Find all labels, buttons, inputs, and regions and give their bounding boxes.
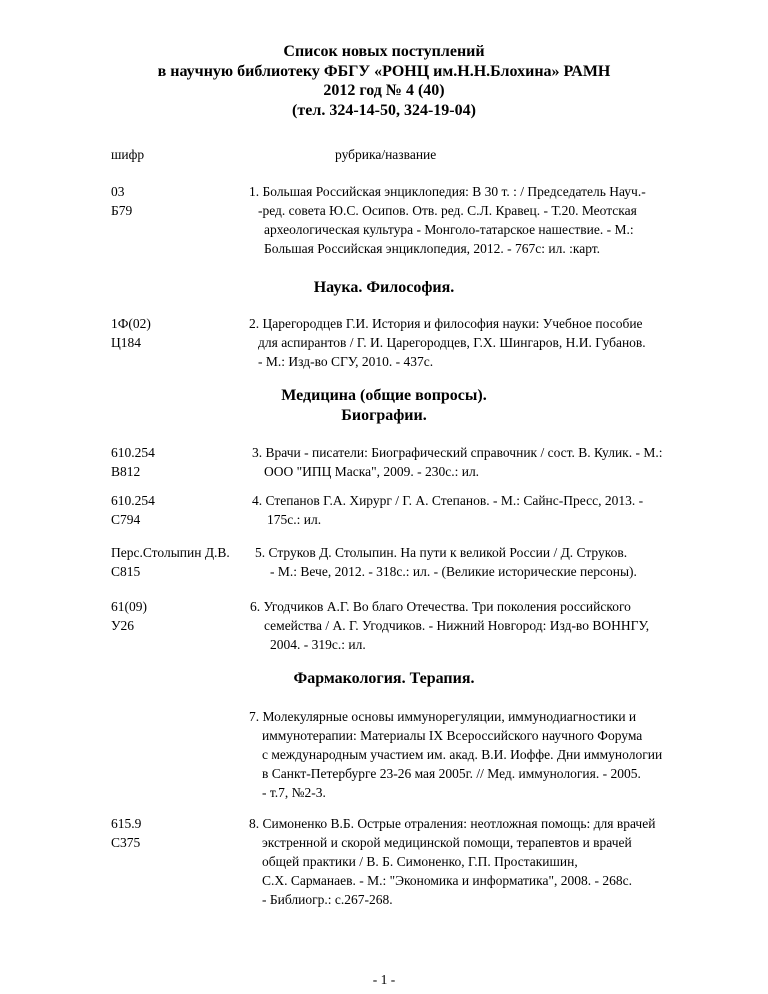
- entry-code: 03: [111, 184, 125, 199]
- entry-code: 610.254: [111, 493, 155, 508]
- entry-text-line: для аспирантов / Г. И. Царегородцев, Г.Х. Шингаров, Н.И. Губанов.: [258, 335, 646, 350]
- entry-code: С375: [111, 835, 141, 850]
- entry-text-line: 2004. - 319с.: ил.: [270, 637, 366, 652]
- entry-text-line: - т.7, №2-3.: [262, 785, 326, 800]
- entry-code: С815: [111, 564, 141, 579]
- entry-text-line: Большая Российская энциклопедия, 2012. - 767с: ил. :карт.: [264, 241, 601, 256]
- entry-code: 61(09): [111, 599, 147, 614]
- entry-code: Ц184: [111, 335, 141, 350]
- entry-text-line: - Библиогр.: с.267-268.: [262, 892, 393, 907]
- entry-text-line: экстренной и скорой медицинской помощи, терапевтов и врачей: [262, 835, 632, 850]
- header-phones: (тел. 324-14-50, 324-19-04): [292, 101, 476, 119]
- entry-text-line: 3. Врачи - писатели: Биографический справочник / сост. В. Кулик. - М.:: [252, 445, 663, 460]
- entry-text-line: семейства / А. Г. Угодчиков. - Нижний Новгород: Изд-во ВОННГУ,: [264, 618, 650, 633]
- entry-text-line: - М.: Изд-во СГУ, 2010. - 437с.: [258, 354, 434, 369]
- entry-text-line: в Санкт-Петербурге 23-26 мая 2005г. // Мед. иммунология. - 2005.: [262, 766, 641, 781]
- entry-text-line: 1. Большая Российская энциклопедия: В 30 т. : / Председатель Науч.-: [249, 184, 646, 199]
- entry-code: С794: [111, 512, 141, 527]
- entry-code: Б79: [111, 203, 133, 218]
- entry-text-line: ООО "ИПЦ Маска", 2009. - 230с.: ил.: [264, 464, 480, 479]
- entry-code: 1Ф(02): [111, 316, 151, 331]
- document-header: [0, 42, 768, 120]
- column-title-label: рубрика/название: [335, 147, 437, 162]
- entry-text-line: 5. Струков Д. Столыпин. На пути к великой России / Д. Струков.: [255, 545, 628, 560]
- entry-code: В812: [111, 464, 141, 479]
- entry-text-line: 7. Молекулярные основы иммунорегуляции, иммунодиагностики и: [249, 709, 637, 724]
- entry-text-line: археологическая культура - Монголо-татарское нашествие. - М.:: [264, 222, 634, 237]
- section-heading: Медицина (общие вопросы).: [281, 387, 487, 404]
- entry-text-line: 6. Угодчиков А.Г. Во благо Отечества. Три поколения российского: [250, 599, 631, 614]
- entry-code: 610.254: [111, 445, 155, 460]
- entry-text-line: С.Х. Сарманаев. - М.: "Экономика и информатика", 2008. - 268с.: [262, 873, 632, 888]
- entry-text-line: - М.: Вече, 2012. - 318с.: ил. - (Великие исторические персоны).: [270, 564, 637, 579]
- entry-code: Перс.Столыпин Д.В.: [111, 545, 230, 560]
- page-number: - 1 -: [372, 972, 396, 987]
- entry-text-line: 175с.: ил.: [267, 512, 322, 527]
- header-issue: 2012 год № 4 (40): [323, 82, 445, 99]
- entry-text-line: 4. Степанов Г.А. Хирург / Г. А. Степанов. - М.: Сайнс-Пресс, 2013. -: [252, 493, 644, 508]
- section-heading: Биографии.: [341, 407, 427, 424]
- section-heading: Фармакология. Терапия.: [293, 670, 475, 687]
- entry-code: У26: [111, 618, 135, 633]
- entry-text-line: 8. Симоненко В.Б. Острые отраления: неотложная помощь: для врачей: [249, 816, 656, 831]
- entry-text-line: общей практики / В. Б. Симоненко, Г.П. Простакишин,: [262, 854, 578, 869]
- header-title: Список новых поступлений: [283, 43, 485, 60]
- column-code-label: шифр: [111, 147, 145, 162]
- entry-text-line: -ред. совета Ю.С. Осипов. Отв. ред. С.Л. Кравец. - Т.20. Меотская: [258, 203, 637, 218]
- header-library: в научную библиотеку ФБГУ «РОНЦ им.Н.Н.Блохина» РАМН: [157, 62, 611, 80]
- entry-text-line: иммунотерапии: Материалы IX Всероссийского научного Форума: [262, 728, 643, 743]
- entry-text-line: с международным участием им. акад. В.И. Иоффе. Дни иммунологии: [262, 747, 663, 762]
- section-heading: Наука. Философия.: [313, 279, 455, 296]
- entry-code: 615.9: [111, 816, 142, 831]
- entry-text-line: 2. Царегородцев Г.И. История и философия науки: Учебное пособие: [249, 316, 643, 331]
